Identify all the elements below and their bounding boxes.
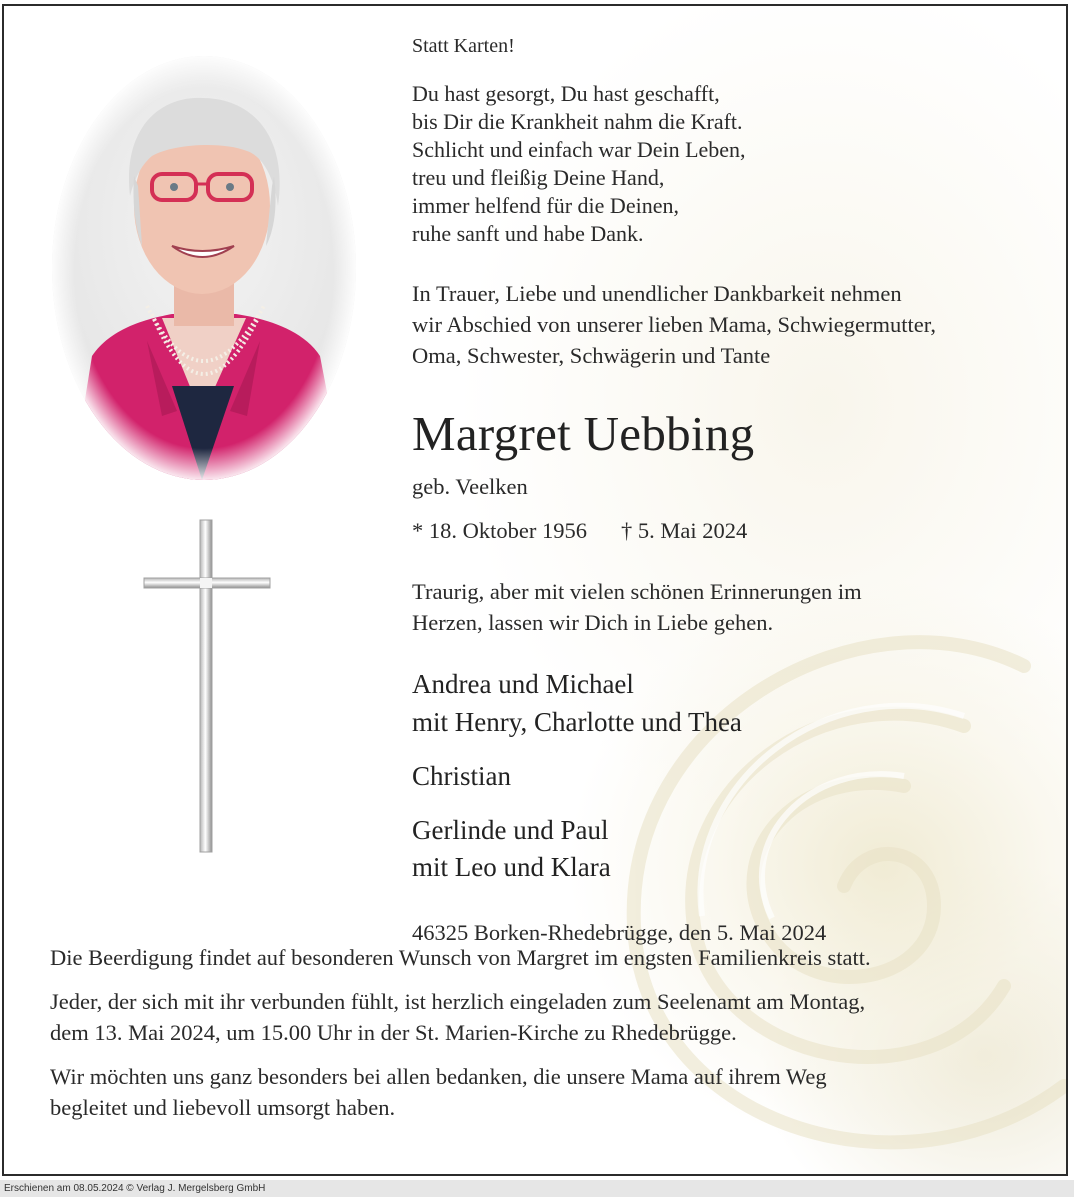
thanks-line-2: begleitet und liebevoll umsorgt haben. [50, 1095, 396, 1120]
obituary-frame [2, 4, 1068, 1176]
poem-line: ruhe sanft und habe Dank. [412, 221, 644, 246]
traurig-text [412, 576, 862, 638]
place-and-date: 46325 Borken-Rhedebrügge, den 5. Mai 2024 [412, 920, 827, 945]
death-date: † 5. Mai 2024 [620, 518, 748, 543]
family-group-1-line-1: Andrea und Michael [412, 669, 634, 699]
mass-notice-line-2: dem 13. Mai 2024, um 15.00 Uhr in der St. Marien-Kirche zu Rhedebrügge. [50, 1020, 737, 1045]
poem-line: immer helfend für die Deinen, [412, 193, 679, 218]
birth-date: * 18. Oktober 1956 [412, 518, 587, 543]
poem-line: Du hast gesorgt, Du hast geschafft, [412, 81, 720, 106]
family-group-3-line-2: mit Leo und Klara [412, 852, 611, 882]
intro-line: Oma, Schwester, Schwägerin und Tante [412, 343, 771, 368]
deceased-name: Margret Uebbing [412, 406, 755, 461]
cross-icon [142, 518, 272, 854]
mass-notice-line-1: Jeder, der sich mit ihr verbunden fühlt, ist herzlich eingeladen zum Seelenamt am Montag, [50, 989, 866, 1014]
poem-line: bis Dir die Krankheit nahm die Kraft. [412, 109, 743, 134]
funeral-notice: Die Beerdigung findet auf besonderen Wunsch von Margret im engsten Familienkreis statt. [50, 945, 871, 970]
portrait-photo [52, 56, 356, 480]
born-name: geb. Veelken [412, 474, 528, 499]
traurig-line: Herzen, lassen wir Dich in Liebe gehen. [412, 610, 774, 635]
intro-line: In Trauer, Liebe und unendlicher Dankbarkeit nehmen [412, 281, 902, 306]
poem-line: Schlicht und einfach war Dein Leben, [412, 137, 746, 162]
family-group-3-line-1: Gerlinde und Paul [412, 815, 609, 845]
poem-line: treu und fleißig Deine Hand, [412, 165, 665, 190]
family-group-2-line-1: Christian [412, 761, 511, 791]
thanks-line-1: Wir möchten uns ganz besonders bei allen bedanken, die unsere Mama auf ihrem Weg [50, 1064, 827, 1089]
statt-karten-text: Statt Karten! [412, 35, 515, 57]
intro-line: wir Abschied von unserer lieben Mama, Schwiegermutter, [412, 312, 936, 337]
life-dates [412, 516, 747, 546]
family-group-1-line-2: mit Henry, Charlotte und Thea [412, 707, 742, 737]
traurig-line: Traurig, aber mit vielen schönen Erinnerungen im [412, 579, 862, 604]
intro-text [412, 278, 936, 371]
publication-footer: Erschienen am 08.05.2024 © Verlag J. Mergelsberg GmbH [0, 1180, 1074, 1197]
poem [412, 80, 746, 248]
